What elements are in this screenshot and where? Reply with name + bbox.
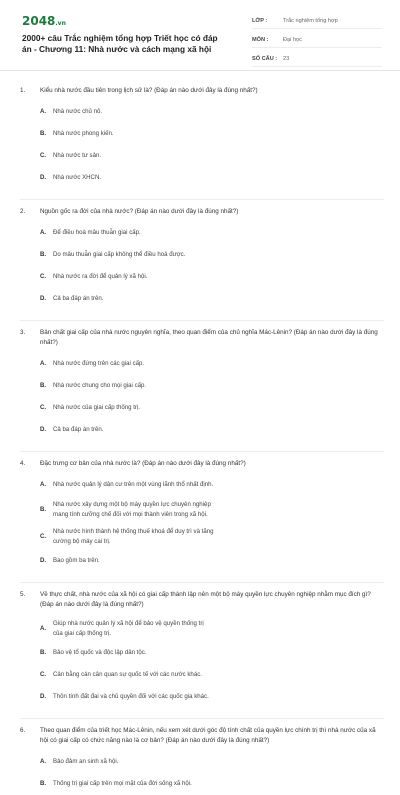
option-letter: B.: [40, 382, 47, 390]
answer-option[interactable]: [40, 127, 215, 141]
answer-option[interactable]: [40, 619, 215, 638]
option-letter: A.: [40, 108, 47, 116]
option-letter: C.: [40, 273, 47, 281]
option-text: Cả ba đáp án trên.: [53, 295, 104, 303]
option-letter: D.: [40, 693, 47, 701]
option-letter: B.: [40, 649, 47, 657]
option-text: Cân bằng cán cân quan sự quốc tế với các nước khác.: [53, 671, 202, 679]
question-text: Nguồn gốc ra đời của nhà nước? (Đáp án nào dưới đây là đúng nhất?): [40, 208, 239, 215]
meta-row-count: [252, 52, 382, 67]
answer-option[interactable]: [40, 171, 215, 185]
option-text: Thống trị giai cấp trên mọi mặt của đời sống xã hội.: [53, 780, 192, 788]
answer-option[interactable]: [40, 105, 215, 119]
question-item: [20, 328, 384, 452]
question-number: 4.: [20, 460, 26, 467]
option-text: Bảo vệ tổ quốc và độc lập dân tộc.: [53, 649, 147, 657]
answer-option[interactable]: [40, 379, 215, 393]
option-text: Nhà nước ra đời để quản lý xã hội.: [53, 273, 148, 281]
option-text: Nhà nước hình thành hệ thống thuế khoá để duy trì và tăng cường bộ máy cai trị.: [53, 528, 214, 545]
option-text: Nhà nước XHCN.: [53, 174, 102, 182]
question-item: [20, 590, 384, 719]
answer-option[interactable]: [40, 292, 215, 306]
answer-option[interactable]: [40, 646, 215, 660]
option-text: Bao gồm ba trên.: [53, 557, 100, 565]
option-text: Nhà nước chung cho mọi giai cấp.: [53, 382, 147, 390]
option-text: Do mâu thuẫn giai cấp không thể điều hoà được.: [53, 251, 186, 259]
option-text: Nhà nước đứng trên các giai cấp.: [53, 360, 145, 368]
meta-value: Trắc nghiệm tổng hợp: [283, 18, 338, 24]
site-logo[interactable]: [22, 14, 66, 28]
answer-options: [40, 101, 384, 189]
option-letter: A.: [40, 229, 47, 237]
document-title: 2000+ câu Trắc nghiệm tổng hợp Triết học có đáp án - Chương 11: Nhà nước và cách mạng xã hội: [22, 33, 218, 54]
answer-option[interactable]: [40, 248, 215, 262]
answer-options: [40, 222, 384, 310]
option-text: Nhà nước chủ nô.: [53, 108, 103, 116]
answer-options: [40, 751, 384, 795]
question-number: 2.: [20, 208, 26, 215]
option-letter: D.: [40, 295, 47, 303]
meta-value: 23: [283, 56, 290, 62]
option-text: Giúp nhà nước quản lý xã hội để bảo vệ quyền thống trị của giai cấp thống trị.: [53, 620, 204, 637]
answer-option[interactable]: [40, 554, 215, 568]
answer-option[interactable]: [40, 270, 215, 284]
option-letter: A.: [40, 481, 47, 489]
question-text: Theo quan điểm của triết học Mác-Lênin, nếu xem xét dưới góc độ tính chất của quyền lực chính trị thì nhà nước của xã hội có giai cấp có chức năng nào là cơ bản? (Đáp án nào dưới đây là đúng nhất?): [40, 727, 376, 744]
option-letter: B.: [40, 780, 47, 788]
option-letter: D.: [40, 426, 47, 434]
answer-option[interactable]: [40, 668, 215, 682]
option-letter: B.: [40, 130, 47, 138]
question-item: [20, 207, 384, 321]
question-text: Đặc trưng cơ bản của nhà nước là? (Đáp án nào dưới đây là đúng nhất?): [40, 460, 246, 467]
answer-option[interactable]: [40, 690, 215, 704]
question-divider: [20, 582, 384, 583]
answer-option[interactable]: [40, 777, 215, 791]
option-text: Thôn tính đất đai và chủ quyền đối với các quốc gia khác.: [53, 693, 209, 701]
option-text: Nhà nước của giai cấp thống trị.: [53, 404, 141, 412]
answer-option[interactable]: [40, 357, 215, 371]
question-divider: [20, 320, 384, 321]
option-letter: D.: [40, 174, 47, 182]
answer-option[interactable]: [40, 527, 215, 546]
answer-option[interactable]: [40, 755, 215, 769]
answer-option[interactable]: [40, 500, 215, 519]
option-letter: B.: [40, 505, 47, 513]
logo-text: 2048: [22, 14, 56, 28]
option-letter: B.: [40, 251, 47, 259]
option-text: Cả ba đáp án trên.: [53, 426, 104, 434]
option-letter: C.: [40, 152, 47, 160]
option-letter: C.: [40, 532, 47, 540]
question-text: Bản chất giai cấp của nhà nước nguyên nghĩa, theo quan điểm của chủ nghĩa Mác-Lênin? (Đáp án nào dưới đây là đúng nhất?): [40, 329, 378, 346]
option-text: Nhà nước xây dựng một bộ máy quyền lực chuyên nghiệp mang tính cưỡng chế đối với mọi thành viên trong xã hội.: [53, 501, 211, 518]
option-text: Nhà nước phong kiến.: [53, 130, 114, 138]
question-text: Kiểu nhà nước đầu tiên trong lịch sử là? (Đáp án nào dưới đây là đúng nhất?): [40, 87, 258, 94]
answer-option[interactable]: [40, 423, 215, 437]
meta-key: SỐ CÂU :: [252, 56, 278, 62]
question-number: 3.: [20, 329, 26, 336]
option-letter: C.: [40, 671, 47, 679]
question-divider: [20, 451, 384, 452]
answer-options: [40, 353, 384, 441]
meta-row-subject: [252, 33, 382, 48]
option-letter: A.: [40, 360, 47, 368]
answer-option[interactable]: [40, 401, 215, 415]
document-header: [0, 0, 400, 71]
option-letter: A.: [40, 624, 47, 632]
answer-option[interactable]: [40, 478, 215, 492]
question-item: [20, 459, 384, 583]
option-text: Nhà nước tư sản.: [53, 152, 102, 160]
option-text: Bảo đảm an sinh xã hội.: [53, 758, 119, 766]
answer-options: [40, 474, 384, 572]
meta-table: [252, 14, 382, 71]
question-number: 5.: [20, 591, 26, 598]
question-divider: [20, 199, 384, 200]
option-letter: D.: [40, 557, 47, 565]
question-number: 1.: [20, 87, 26, 94]
meta-value: Đại học: [283, 37, 302, 43]
meta-key: LỚP :: [252, 18, 268, 24]
option-letter: A.: [40, 758, 47, 766]
question-list: [0, 71, 400, 795]
answer-options: [40, 615, 384, 708]
answer-option[interactable]: [40, 226, 215, 240]
meta-key: MÔN :: [252, 37, 269, 43]
question-item: [20, 86, 384, 200]
question-number: 6.: [20, 727, 26, 734]
answer-option[interactable]: [40, 149, 215, 163]
question-text: Về thực chất, nhà nước của xã hội có giai cấp thành lập nên một bộ máy quyền lực chuyên nghiệp nhằm mục đích gì? (Đáp án nào dưới đây là đúng nhất?): [40, 591, 371, 608]
question-divider: [20, 718, 384, 719]
meta-row-class: [252, 14, 382, 29]
option-text: Nhà nước quản lý dân cư trên một vùng lãnh thổ nhất định.: [53, 481, 214, 489]
question-item: [20, 726, 384, 795]
logo-tld: .vn: [55, 20, 66, 27]
option-text: Để điều hoà mâu thuẫn giai cấp.: [53, 229, 141, 237]
option-letter: C.: [40, 404, 47, 412]
